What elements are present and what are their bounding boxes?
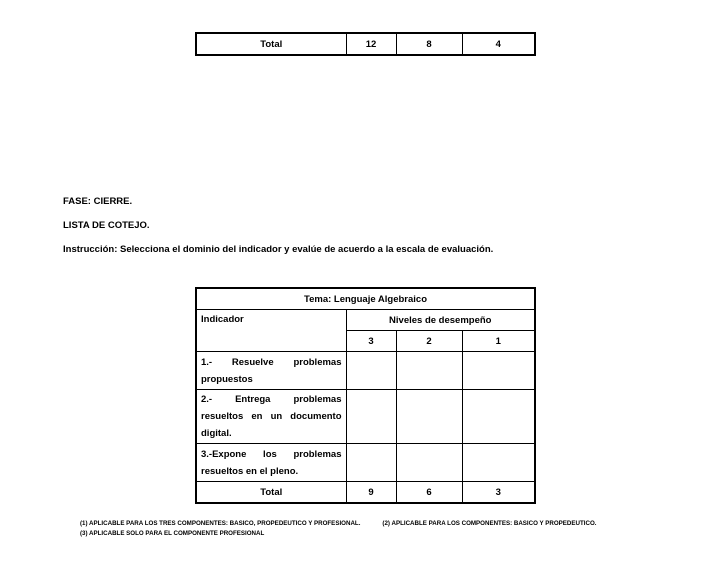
top-total-table (195, 32, 536, 56)
footnote-3: (3) APLICABLE SOLO PARA EL COMPONENTE PROFESIONAL (80, 530, 265, 537)
score-cell[interactable] (346, 444, 396, 482)
total-2: 6 (396, 482, 462, 504)
checklist-heading: LISTA DE COTEJO. (63, 220, 150, 231)
phase-heading: FASE: CIERRE. (63, 196, 133, 207)
table-row (196, 390, 535, 444)
score-cell[interactable] (396, 390, 462, 444)
instruction-text: Instrucción: Selecciona el dominio del indicador y evalúe de acuerdo a la escala de evaluación. (63, 244, 494, 255)
indicator-2: 2.- Entrega problemas resueltos en un documento digital. (196, 390, 346, 444)
level-3: 3 (346, 331, 396, 352)
total-3: 9 (346, 482, 396, 504)
footnote-line (80, 519, 596, 529)
score-cell[interactable] (346, 352, 396, 390)
table-row (196, 288, 535, 310)
topic-header: Tema: Lenguaje Algebraico (196, 288, 535, 310)
indicator-1: 1.- Resuelve problemas propuestos (196, 352, 346, 390)
checklist-table (195, 287, 536, 504)
table-row (196, 444, 535, 482)
score-cell[interactable] (396, 352, 462, 390)
table-row (196, 310, 535, 331)
score-cell[interactable] (462, 352, 535, 390)
table-row (196, 33, 535, 55)
score-cell[interactable] (396, 444, 462, 482)
level-1: 1 (462, 331, 535, 352)
total-label: Total (196, 482, 346, 504)
level-2: 2 (396, 331, 462, 352)
score-cell[interactable] (346, 390, 396, 444)
footnotes (80, 519, 596, 539)
total-value-1: 4 (462, 33, 535, 55)
footnote-1: (1) APLICABLE PARA LOS TRES COMPONENTES: BASICO, PROPEDEUTICO Y PROFESIONAL. (80, 520, 361, 527)
total-value-2: 8 (396, 33, 462, 55)
levels-header: Niveles de desempeño (346, 310, 535, 331)
indicator-3: 3.-Expone los problemas resueltos en el pleno. (196, 444, 346, 482)
total-label: Total (196, 33, 346, 55)
indicator-header: Indicador (196, 310, 346, 352)
score-cell[interactable] (462, 390, 535, 444)
table-row (196, 352, 535, 390)
total-1: 3 (462, 482, 535, 504)
total-value-3: 12 (346, 33, 396, 55)
footnote-2: (2) APLICABLE PARA LOS COMPONENTES: BASICO Y PROPEDEUTICO. (382, 520, 597, 527)
score-cell[interactable] (462, 444, 535, 482)
table-row (196, 482, 535, 504)
